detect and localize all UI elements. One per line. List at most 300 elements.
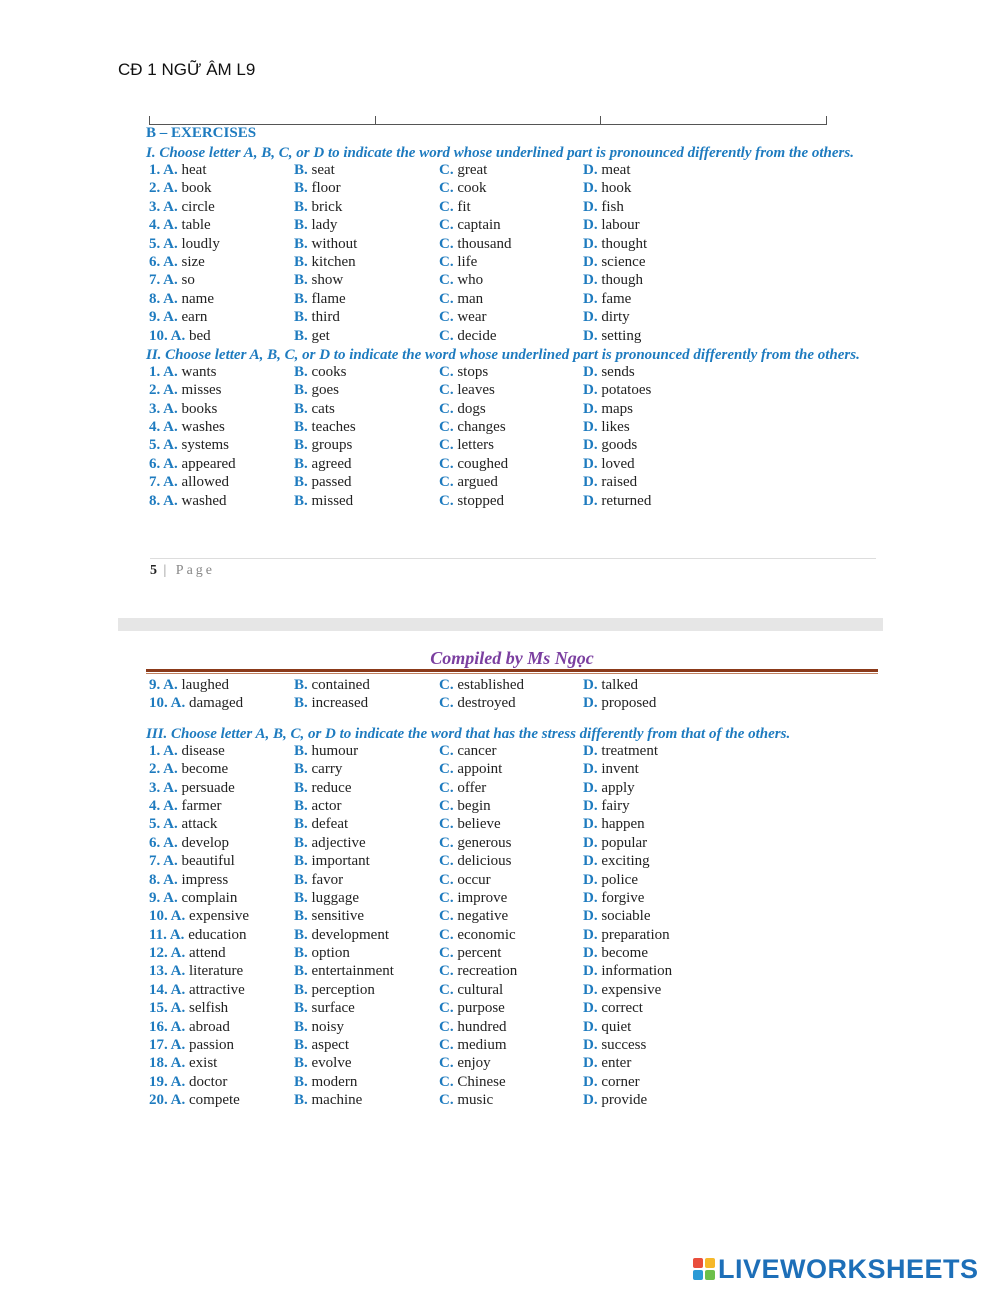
option-c [439,272,483,289]
option-b [294,908,364,925]
option-a [149,162,207,179]
option-word: potatoes [601,382,652,399]
option-word: without [311,235,358,252]
option-word: meat [601,162,631,178]
option-b [294,199,342,216]
option-label: D. [583,363,598,380]
option-c [439,236,512,253]
option-a [149,382,222,399]
option-label: B. [294,1037,308,1054]
option-word: preparation [601,926,670,943]
option-word: police [601,871,638,888]
option-label: B. [294,779,308,796]
option-d [583,437,637,454]
option-word: education [188,926,247,943]
option-label: D. [583,677,598,693]
option-b [294,1074,357,1091]
option-word: fish [601,198,624,215]
option-word: books [181,400,218,417]
option-b [294,835,366,852]
option-d [583,272,643,289]
option-label: D. [583,1037,598,1054]
option-label: D. [583,797,598,814]
option-c [439,456,508,473]
option-word: reduce [311,779,352,796]
question-row [146,162,878,180]
option-c [439,945,501,962]
option-label: 7. A. [149,853,178,870]
option-word: thousand [457,235,512,252]
question-row [146,677,878,695]
option-label: 2. A. [149,382,178,399]
option-c [439,254,477,271]
option-label: D. [583,235,598,252]
option-label: B. [294,742,308,759]
option-c [439,982,503,999]
option-label: B. [294,1018,308,1035]
exercise-2-continued-list [146,677,878,714]
option-d [583,309,630,326]
option-d [583,217,640,234]
option-label: 2. A. [149,761,178,778]
option-word: delicious [457,853,512,870]
option-word: loved [601,455,635,472]
option-word: hundred [457,1018,507,1035]
option-label: 6. A. [149,253,178,270]
option-word: attractive [189,981,245,998]
option-word: expensive [189,908,249,925]
option-word: abroad [189,1018,230,1035]
option-d [583,908,651,925]
option-label: B. [294,309,308,326]
option-label: D. [583,1092,598,1109]
option-label: 4. A. [149,419,178,436]
question-row [146,1092,878,1110]
option-d [583,1092,647,1109]
option-c [439,743,496,760]
option-word: allowed [181,474,229,491]
option-word: believe [457,816,501,833]
option-d [583,872,638,889]
option-d [583,963,672,980]
option-label: C. [439,779,454,796]
option-word: passed [311,474,352,491]
section-title: B – EXERCISES [146,125,257,141]
option-b [294,382,339,399]
question-row [146,456,878,474]
option-a [149,1037,234,1054]
option-label: 19. A. [149,1073,186,1090]
option-d [583,1000,643,1017]
option-label: C. [439,926,454,943]
option-label: C. [439,816,454,833]
question-row [146,254,878,272]
header-rule-thin [146,673,878,674]
option-word: captain [457,217,501,234]
option-label: C. [439,235,454,252]
option-c [439,199,471,216]
option-b [294,236,357,253]
option-word: appoint [457,761,503,778]
question-row [146,437,878,455]
option-word: missed [311,492,354,509]
option-c [439,780,486,797]
option-c [439,1019,507,1036]
option-d [583,364,635,381]
option-label: 2. A. [149,180,178,197]
option-b [294,890,359,907]
option-c [439,401,486,418]
question-row [146,382,878,400]
option-a [149,1055,217,1072]
option-b [294,743,358,760]
option-word: occur [457,871,491,888]
question-row [146,853,878,871]
option-d [583,419,630,436]
option-label: 1. A. [149,363,178,380]
option-label: 17. A. [149,1037,186,1054]
option-label: D. [583,945,598,962]
option-label: D. [583,1000,598,1017]
option-c [439,816,501,833]
option-b [294,695,368,712]
option-a [149,401,217,418]
exercise-3-list [146,743,878,1111]
option-label: 11. A. [149,926,185,943]
option-d [583,1019,631,1036]
option-word: damaged [189,695,244,712]
option-word: become [601,945,648,962]
option-d [583,780,635,797]
option-word: third [311,309,340,326]
option-b [294,1092,362,1109]
option-word: stopped [457,492,505,509]
logo-text: LIVEWORKSHEETS [718,1253,979,1284]
option-word: cook [457,180,487,197]
question-row [146,236,878,254]
option-word: attend [189,945,226,962]
option-word: development [311,926,389,943]
option-a [149,695,243,712]
option-label: D. [583,981,598,998]
option-b [294,493,353,510]
option-d [583,328,641,345]
option-word: cooks [311,363,347,380]
option-word: great [457,162,488,178]
option-word: percent [457,945,502,962]
option-word: teaches [311,419,356,436]
option-word: exist [189,1055,218,1072]
option-word: goes [311,382,340,399]
option-label: D. [583,926,598,943]
exercise-1-instruction: I. Choose letter A, B, C, or D to indicate the word whose underlined part is pronounced differently from the others. [146,145,854,161]
option-a [149,1019,230,1036]
option-word: name [181,290,214,307]
option-label: C. [439,908,454,925]
option-d [583,401,633,418]
option-c [439,1074,506,1091]
option-word: setting [601,327,642,344]
liveworksheets-logo [693,1254,979,1284]
option-label: B. [294,797,308,814]
option-word: science [601,253,646,270]
option-a [149,1000,228,1017]
option-c [439,1055,491,1072]
option-word: machine [311,1092,363,1109]
option-b [294,291,346,308]
option-word: fit [457,198,471,215]
table-bottom-edge [149,116,827,125]
option-label: B. [294,253,308,270]
option-label: B. [294,492,308,509]
page-footer [150,558,876,579]
option-label: B. [294,400,308,417]
option-a [149,1074,227,1091]
option-word: corner [601,1073,640,1090]
option-label: C. [439,1055,454,1072]
option-label: 3. A. [149,779,178,796]
option-label: C. [439,889,454,906]
option-d [583,743,658,760]
option-a [149,927,247,944]
option-c [439,291,483,308]
option-b [294,982,375,999]
option-a [149,982,245,999]
page-number: 5 [150,563,157,578]
option-b [294,456,351,473]
option-label: 15. A. [149,1000,186,1017]
option-label: C. [439,363,454,380]
option-a [149,761,228,778]
option-word: likes [601,419,630,436]
option-label: 4. A. [149,797,178,814]
option-word: attack [181,816,218,833]
option-word: flame [311,290,346,307]
option-word: defeat [311,816,349,833]
option-label: B. [294,437,308,454]
option-word: seat [311,162,335,178]
option-label: B. [294,363,308,380]
option-word: success [601,1037,647,1054]
compiled-by-header: Compiled by Ms Ngọc [430,648,594,668]
question-row [146,872,878,890]
option-label: 10. A. [149,695,186,712]
option-label: B. [294,1055,308,1072]
option-label: C. [439,419,454,436]
option-label: C. [439,327,454,344]
option-label: 20. A. [149,1092,186,1109]
option-word: invent [601,761,639,778]
option-word: cultural [457,981,504,998]
option-word: actor [311,797,342,814]
option-label: 7. A. [149,474,178,491]
option-label: 3. A. [149,400,178,417]
option-label: D. [583,327,598,344]
option-word: sensitive [311,908,365,925]
option-c [439,963,517,980]
option-label: 9. A. [149,309,178,326]
option-word: maps [601,400,634,417]
option-word: improve [457,889,508,906]
question-row [146,419,878,437]
option-c [439,493,504,510]
option-d [583,291,631,308]
option-word: so [181,272,195,289]
option-b [294,328,330,345]
question-row [146,963,878,981]
option-word: heat [181,162,207,178]
option-word: returned [601,492,652,509]
option-label: B. [294,162,308,178]
option-label: B. [294,419,308,436]
question-row [146,401,878,419]
option-c [439,180,487,197]
exercise-2-instruction: II. Choose letter A, B, C, or D to indicate the word whose underlined part is pronounced differently from the others. [146,346,860,363]
option-word: become [181,761,229,778]
option-b [294,780,351,797]
question-row [146,908,878,926]
option-b [294,816,348,833]
option-word: cats [311,400,335,417]
option-label: 1. A. [149,162,178,178]
option-label: C. [439,272,454,289]
option-d [583,677,638,694]
option-label: B. [294,926,308,943]
option-label: B. [294,290,308,307]
option-word: raised [601,474,638,491]
option-label: 8. A. [149,290,178,307]
option-label: 12. A. [149,945,186,962]
option-a [149,456,236,473]
question-row [146,695,878,713]
question-row [146,1055,878,1073]
question-row [146,1074,878,1092]
option-a [149,780,235,797]
option-word: hook [601,180,632,197]
option-label: C. [439,677,454,693]
option-word: table [181,217,211,234]
option-label: B. [294,198,308,215]
option-word: systems [181,437,230,454]
option-word: though [601,272,644,289]
option-word: dogs [457,400,486,417]
option-label: C. [439,253,454,270]
option-label: C. [439,963,454,980]
option-a [149,963,243,980]
option-label: C. [439,437,454,454]
option-word: lady [311,217,338,234]
option-label: B. [294,1092,308,1109]
option-label: B. [294,834,308,851]
option-word: farmer [181,797,222,814]
option-word: sends [601,363,635,380]
option-word: passion [189,1037,235,1054]
option-label: D. [583,1055,598,1072]
option-label: C. [439,695,454,712]
option-label: D. [583,695,598,712]
option-word: book [181,180,212,197]
option-label: C. [439,180,454,197]
option-label: D. [583,419,598,436]
option-a [149,364,217,381]
option-label: D. [583,816,598,833]
option-label: C. [439,1092,454,1109]
option-d [583,1074,640,1091]
question-row [146,217,878,235]
option-c [439,309,487,326]
option-a [149,437,229,454]
option-label: D. [583,290,598,307]
option-word: humour [311,742,359,759]
option-word: happen [601,816,645,833]
option-b [294,945,350,962]
option-label: 10. A. [149,908,186,925]
option-word: compete [189,1092,240,1109]
option-d [583,382,651,399]
option-label: B. [294,945,308,962]
option-a [149,1092,240,1109]
option-word: carry [311,761,343,778]
option-word: option [311,945,350,962]
option-label: D. [583,437,598,454]
option-word: loudly [181,235,220,252]
option-b [294,401,335,418]
question-row [146,199,878,217]
option-word: correct [601,1000,643,1017]
question-row [146,743,878,761]
option-label: C. [439,742,454,759]
option-c [439,695,516,712]
option-label: C. [439,1073,454,1090]
option-b [294,927,389,944]
option-word: evolve [311,1055,352,1072]
option-word: cancer [457,742,497,759]
question-row [146,890,878,908]
option-label: D. [583,382,598,399]
option-label: 9. A. [149,677,178,693]
option-label: D. [583,871,598,888]
exercise-1-list [146,162,878,346]
liveworksheets-logo-icon [693,1258,715,1280]
option-label: B. [294,963,308,980]
option-label: 8. A. [149,492,178,509]
option-c [439,419,506,436]
option-label: C. [439,797,454,814]
option-label: D. [583,779,598,796]
option-label: C. [439,1000,454,1017]
question-row [146,493,878,511]
option-word: complain [181,889,238,906]
option-word: medium [457,1037,507,1054]
option-d [583,816,645,833]
option-word: fame [601,290,632,307]
option-d [583,254,645,271]
option-word: established [457,677,524,693]
option-label: C. [439,290,454,307]
option-word: disease [181,742,225,759]
option-a [149,328,211,345]
option-d [583,456,635,473]
option-word: information [601,963,673,980]
option-label: D. [583,198,598,215]
option-a [149,743,225,760]
option-label: B. [294,853,308,870]
option-word: sociable [601,908,651,925]
option-word: stops [457,363,489,380]
option-label: 7. A. [149,272,178,289]
option-word: music [457,1092,494,1109]
option-a [149,908,249,925]
